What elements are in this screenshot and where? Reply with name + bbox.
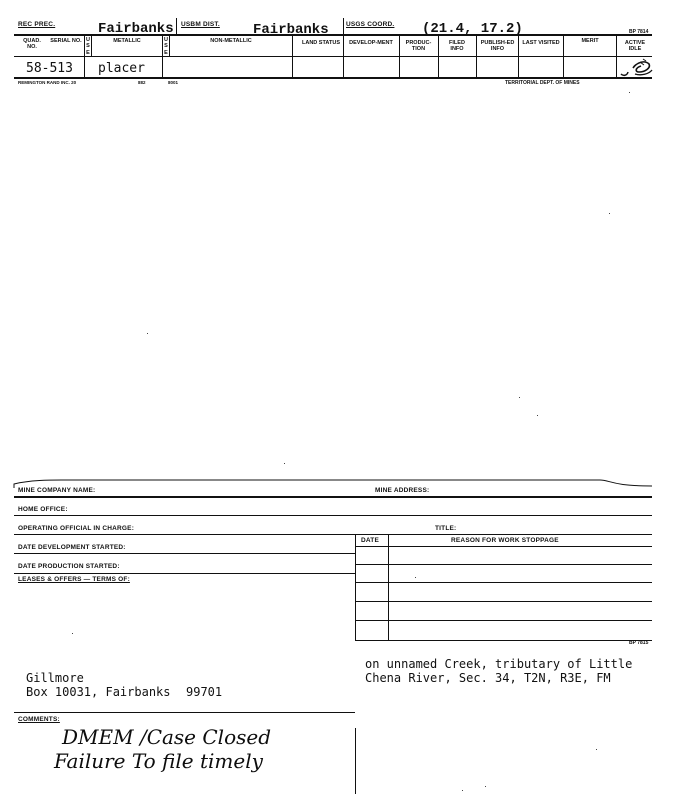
date-development-label: DATE DEVELOPMENT STARTED: [18, 544, 126, 551]
usgs-coord-value: (21.4, 17.2) [422, 21, 523, 37]
owner-name: Gillmore [26, 671, 84, 685]
rec-prec-value: Fairbanks [98, 21, 174, 37]
col-non-metallic: NON-METALLIC [210, 38, 252, 44]
col-quad-no: QUAD. NO. [23, 38, 41, 51]
comments-label: COMMENTS: [18, 716, 60, 723]
comment-line-1: DMEM /Case Closed [62, 725, 272, 749]
form-number-bottom: BP 7815 [629, 640, 649, 646]
col-development: DEVELOP-MENT [349, 40, 393, 46]
col-published-info: PUBLISH-ED INFO [480, 40, 515, 53]
form-number-top: BP 7814 [629, 29, 649, 35]
usgs-coord-label: USGS COORD. [346, 21, 395, 28]
printer-code-1: 882 [138, 80, 146, 85]
printer-code-2: 8001 [168, 80, 179, 85]
usbm-dist-value: Fairbanks [253, 22, 329, 38]
department-name: TERRITORIAL DEPT. OF MINES [505, 80, 580, 86]
col-land-status: LAND STATUS [302, 40, 340, 46]
record-serial: 58-513 [26, 61, 73, 76]
handwritten-mark-icon [615, 56, 655, 80]
reason-column-header: REASON FOR WORK STOPPAGE [451, 537, 559, 544]
title-label: TITLE: [435, 525, 457, 532]
col-use-2: U S E [164, 37, 168, 56]
date-production-label: DATE PRODUCTION STARTED: [18, 563, 120, 570]
operating-official-label: OPERATING OFFICIAL IN CHARGE: [18, 525, 135, 532]
location-line-2: Chena River, Sec. 34, T2N, R3E, FM [365, 671, 611, 685]
col-merit: MERIT [581, 38, 599, 44]
rec-prec-label: REC PREC. [18, 21, 56, 28]
comment-line-2: Failure To file timely [54, 749, 263, 773]
owner-zip: 99701 [186, 685, 223, 699]
mine-company-name-label: MINE COMPANY NAME: [18, 487, 96, 494]
card-top-curve [0, 470, 678, 490]
date-column-header: DATE [361, 537, 380, 544]
col-serial-no: SERIAL NO. [50, 38, 82, 44]
col-production: PRODUC-TION [405, 40, 432, 53]
col-metallic: METALLIC [113, 38, 141, 44]
col-filed-info: FILED INFO [449, 40, 465, 53]
col-active-idle: ACTIVE IDLE [624, 40, 646, 53]
mine-address-label: MINE ADDRESS: [375, 487, 430, 494]
leases-offers-label: LEASES & OFFERS — TERMS OF: [18, 576, 130, 583]
col-last-visited: LAST VISITED [522, 40, 560, 46]
record-metallic: placer [98, 61, 145, 76]
location-line-1: on unnamed Creek, tributary of Little [365, 657, 633, 671]
home-office-label: HOME OFFICE: [18, 506, 68, 513]
printer-credit: REMINGTON RAND INC. 20 [18, 80, 77, 85]
owner-address: Box 10031, Fairbanks [26, 685, 171, 699]
col-use-1: U S E [86, 37, 90, 56]
usbm-dist-label: USBM DIST. [181, 21, 220, 28]
